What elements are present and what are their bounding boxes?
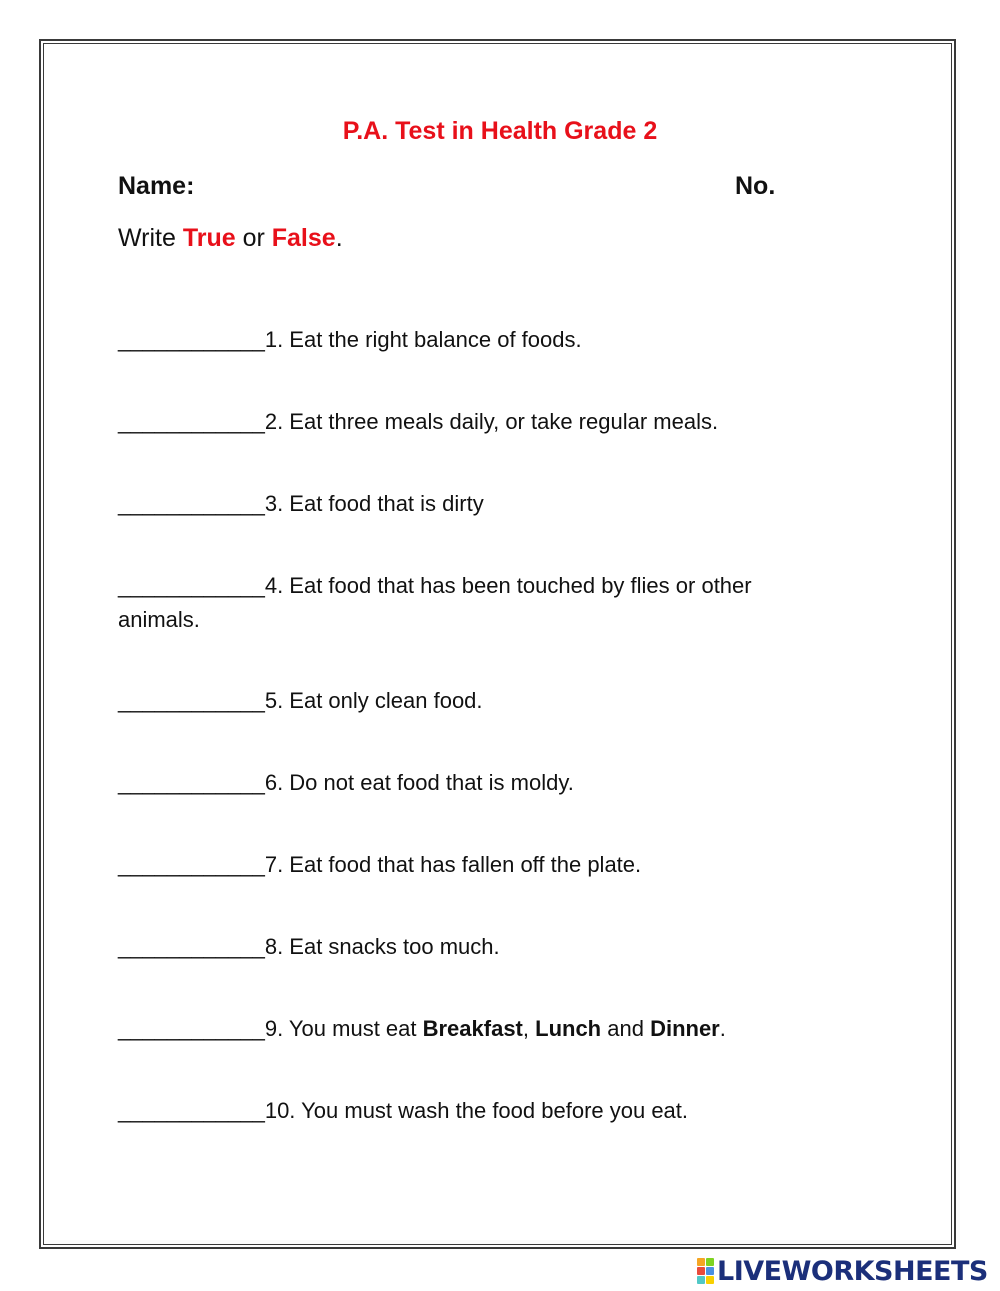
- question-item: [118, 1094, 838, 1128]
- question-text-and: and: [601, 1016, 651, 1041]
- instruction-true: True: [182, 224, 236, 252]
- question-text: 1. Eat the right balance of foods.: [264, 327, 582, 352]
- instruction-prefix: Write: [118, 224, 183, 252]
- answer-blank[interactable]: ____________: [118, 1016, 265, 1041]
- name-label: Name:: [118, 172, 195, 200]
- answer-blank[interactable]: ____________: [118, 852, 265, 877]
- question-item: [118, 323, 838, 357]
- question-text: 5. Eat only clean food.: [264, 688, 483, 713]
- logo-cell: [697, 1258, 705, 1266]
- answer-blank[interactable]: ____________: [118, 688, 265, 713]
- page-border: [39, 39, 956, 1249]
- instruction: [118, 224, 343, 253]
- question-item: [118, 766, 838, 800]
- question-text: 7. Eat food that has fallen off the plate.: [264, 852, 642, 877]
- brand-name: LIVEWORKSHEETS: [717, 1255, 988, 1287]
- question-text: 3. Eat food that is dirty: [264, 491, 484, 516]
- logo-cell: [706, 1258, 714, 1266]
- question-item: [118, 848, 838, 882]
- question-item: [118, 569, 838, 637]
- answer-blank[interactable]: ____________: [118, 1098, 265, 1123]
- logo-cell: [697, 1276, 705, 1284]
- question-text: 4. Eat food that has been touched by flies or other animals.: [118, 573, 752, 632]
- answer-blank[interactable]: ____________: [118, 573, 265, 598]
- question-text-end: .: [719, 1016, 726, 1041]
- instruction-false: False: [271, 224, 336, 252]
- answer-blank[interactable]: ____________: [118, 409, 265, 434]
- question-text: 6. Do not eat food that is moldy.: [264, 770, 574, 795]
- question-item: [118, 405, 838, 439]
- question-text: 2. Eat three meals daily, or take regular meals.: [264, 409, 719, 434]
- question-text: 8. Eat snacks too much.: [264, 934, 500, 959]
- answer-blank[interactable]: ____________: [118, 491, 265, 516]
- question-item: [118, 487, 838, 521]
- question-text-prefix: 9. You must eat: [264, 1016, 423, 1041]
- instruction-middle: or: [235, 224, 272, 252]
- question-text: 10. You must wash the food before you eat.: [264, 1098, 689, 1123]
- answer-blank[interactable]: ____________: [118, 770, 265, 795]
- question-item: [118, 930, 838, 964]
- answer-blank[interactable]: ____________: [118, 327, 265, 352]
- question-item: [118, 684, 838, 718]
- instruction-suffix: .: [335, 224, 343, 252]
- liveworksheets-logo-icon: [697, 1258, 714, 1284]
- logo-cell: [706, 1276, 714, 1284]
- logo-cell: [697, 1267, 705, 1275]
- liveworksheets-brand[interactable]: [697, 1256, 988, 1286]
- meal-dinner: Dinner: [650, 1016, 720, 1041]
- meal-breakfast: Breakfast: [422, 1016, 523, 1041]
- worksheet-title: P.A. Test in Health Grade 2: [342, 117, 658, 145]
- question-text-comma: ,: [522, 1016, 536, 1041]
- logo-cell: [706, 1267, 714, 1275]
- meal-lunch: Lunch: [535, 1016, 602, 1041]
- answer-blank[interactable]: ____________: [118, 934, 265, 959]
- number-label: No.: [735, 172, 776, 200]
- question-item: [118, 1012, 838, 1046]
